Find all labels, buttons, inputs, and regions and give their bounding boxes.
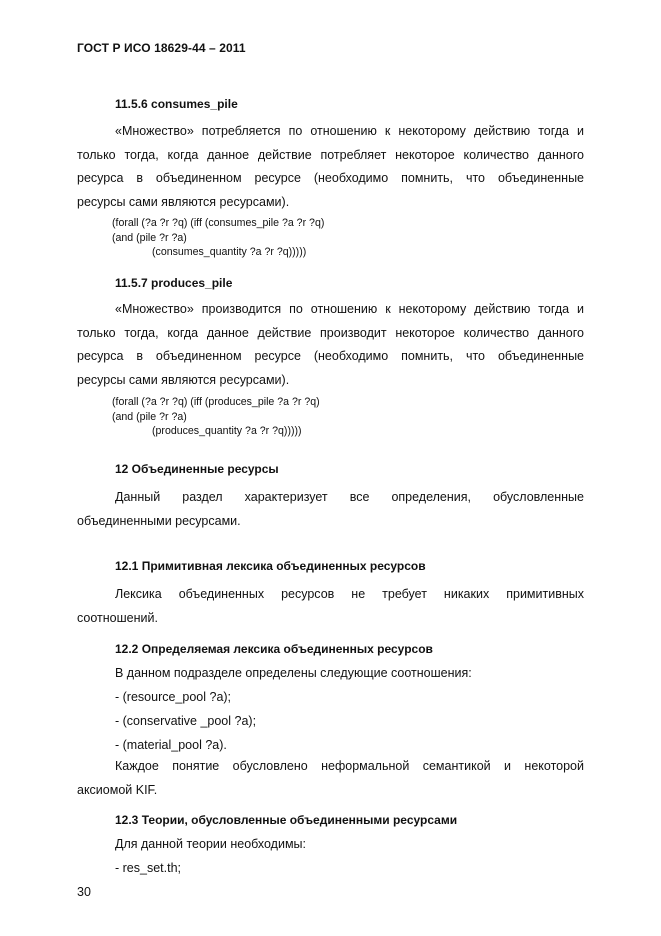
text-line: ресурса в объединенном ресурсе (необходимо помнить, что объединенные bbox=[77, 171, 584, 185]
text-line: соотношений. bbox=[77, 610, 158, 625]
paragraph-12-2 bbox=[77, 755, 584, 802]
text-line: Данный раздел характеризует все определения, обусловленные bbox=[115, 490, 584, 504]
code-line: (and (pile ?r ?a) bbox=[112, 231, 187, 244]
paragraph-12 bbox=[77, 486, 584, 533]
text-line: ресурса в объединенном ресурсе (необходимо помнить, что объединенные bbox=[77, 349, 584, 363]
page-number: 30 bbox=[77, 885, 91, 899]
subsection-intro: Для данной теории необходимы: bbox=[115, 837, 307, 851]
code-line: (forall (?a ?r ?q) (iff (consumes_pile ?a ?r ?q) bbox=[112, 217, 325, 229]
text-line: только тогда, когда данное действие производит некоторое количество данного bbox=[77, 325, 584, 340]
section-heading-11-5-6: 11.5.6 consumes_pile bbox=[115, 97, 238, 111]
paragraph-11-5-7 bbox=[77, 298, 584, 392]
section-heading-12-2: 12.2 Определяемая лексика объединенных ресурсов bbox=[115, 642, 433, 656]
text-line: Каждое понятие обусловлено неформальной семантикой и некоторой bbox=[115, 759, 584, 773]
list-item: - (resource_pool ?a); bbox=[115, 690, 232, 704]
section-heading-12: 12 Объединенные ресурсы bbox=[115, 462, 279, 476]
text-line: объединенными ресурсами. bbox=[77, 513, 241, 528]
paragraph-12-1 bbox=[77, 583, 584, 630]
text-line: «Множество» потребляется по отношению к некоторому действию тогда и bbox=[115, 124, 584, 138]
section-heading-12-3: 12.3 Теории, обусловленные объединенными ресурсами bbox=[115, 813, 458, 827]
code-line: (and (pile ?r ?a) bbox=[112, 410, 187, 423]
text-line: ресурсы сами являются ресурсами). bbox=[77, 372, 290, 387]
code-line: (produces_quantity ?a ?r ?q))))) bbox=[152, 425, 302, 437]
text-line: аксиомой KIF. bbox=[77, 782, 158, 797]
text-line: ресурсы сами являются ресурсами). bbox=[77, 194, 290, 209]
text-line: только тогда, когда данное действие потребляет некоторое количество данного bbox=[77, 147, 584, 162]
list-item: - (conservative _pool ?a); bbox=[115, 714, 257, 728]
section-heading-11-5-7: 11.5.7 produces_pile bbox=[115, 276, 233, 290]
kif-axiom-produces-pile bbox=[112, 395, 320, 439]
list-item: - (material_pool ?a). bbox=[115, 738, 227, 752]
section-heading-12-1: 12.1 Примитивная лексика объединенных ресурсов bbox=[115, 559, 426, 573]
list-item: - res_set.th; bbox=[115, 861, 181, 875]
text-line: «Множество» производится по отношению к некоторому действию тогда и bbox=[115, 302, 584, 316]
code-line: (consumes_quantity ?a ?r ?q))))) bbox=[152, 246, 307, 258]
text-line: Лексика объединенных ресурсов не требует никаких примитивных bbox=[115, 587, 584, 601]
code-line: (forall (?a ?r ?q) (iff (produces_pile ?a ?r ?q) bbox=[112, 396, 320, 408]
paragraph-11-5-6 bbox=[77, 120, 584, 214]
subsection-intro: В данном подразделе определены следующие соотношения: bbox=[115, 666, 472, 680]
kif-axiom-consumes-pile bbox=[112, 216, 324, 260]
document-header: ГОСТ Р ИСО 18629-44 – 2011 bbox=[77, 41, 246, 55]
